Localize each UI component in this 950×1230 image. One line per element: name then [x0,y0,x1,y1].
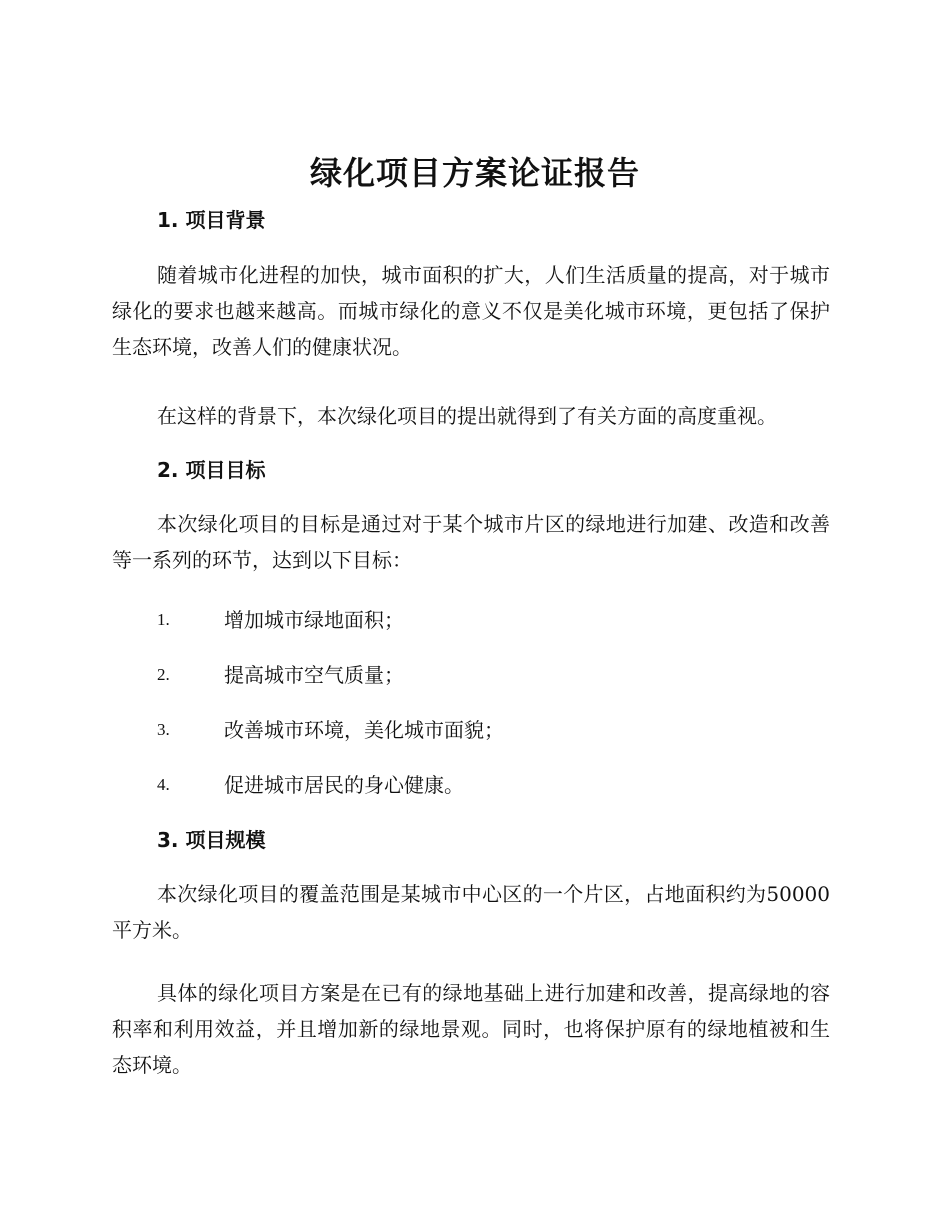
paragraph-text: 在这样的背景下，本次绿化项目的提出就得到了有关方面的高度重视。 [157,404,777,428]
document-title: 绿化项目方案论证报告 [309,154,640,192]
list-number: 4. [157,775,170,794]
list-number: 3. [157,720,170,739]
list-text: 增加城市绿地面积； [224,608,404,632]
paragraph-scale-2 [112,975,830,1083]
paragraph-text: 本次绿化项目的目标是通过对于某个城市片区的绿地进行加建、改造和改善等一系列的环节，达到以下目标： [112,512,830,572]
paragraph-goals-intro [112,506,830,578]
list-number: 2. [157,665,170,684]
section-heading-background: 1. 项目背景 [157,208,266,232]
paragraph-background-2 [112,398,830,434]
section-heading-goals: 2. 项目目标 [157,458,266,482]
list-number: 1. [157,610,170,629]
paragraph-text: 随着城市化进程的加快，城市面积的扩大，人们生活质量的提高，对于城市绿化的要求也越来越高。而城市绿化的意义不仅是美化城市环境，更包括了保护生态环境，改善人们的健康状况。 [112,263,830,359]
list-text: 改善城市环境，美化城市面貌； [224,718,504,742]
paragraph-scale-1 [112,876,830,948]
section-heading-scale: 3. 项目规模 [157,828,266,852]
list-text: 提高城市空气质量； [224,663,404,687]
paragraph-text: 具体的绿化项目方案是在已有的绿地基础上进行加建和改善，提高绿地的容积率和利用效益，并且增加新的绿地景观。同时，也将保护原有的绿地植被和生态环境。 [112,981,830,1077]
list-text: 促进城市居民的身心健康。 [224,773,464,797]
paragraph-text: 本次绿化项目的覆盖范围是某城市中心区的一个片区，占地面积约为50000 平方米。 [112,882,830,942]
paragraph-background-1 [112,257,830,365]
